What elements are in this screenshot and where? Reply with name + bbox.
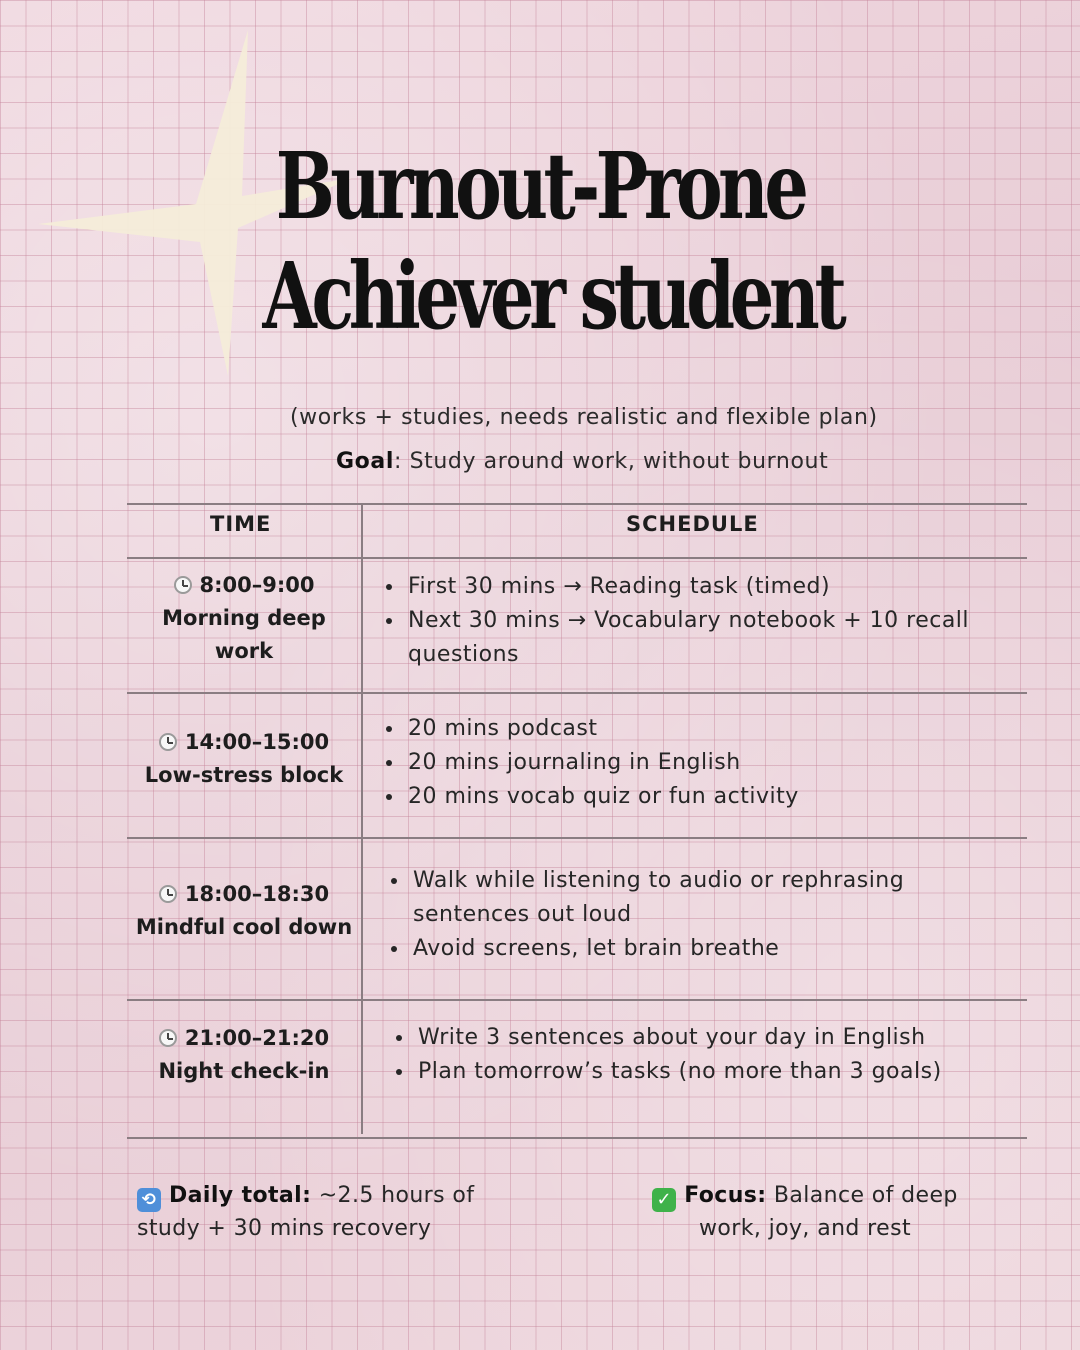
goal-line [336, 449, 828, 474]
schedule-list-3 [387, 864, 947, 966]
focus-note [640, 1179, 970, 1245]
clock-icon [174, 576, 192, 594]
time-range: 18:00–18:30 [184, 882, 330, 906]
check-icon: ✓ [652, 1188, 676, 1212]
table-column-divider [361, 504, 363, 1134]
time-range: 8:00–9:00 [199, 573, 315, 597]
schedule-item: 20 mins vocab quiz or fun activity [382, 780, 982, 814]
row-divider-3 [127, 999, 1027, 1001]
goal-label: Goal [336, 449, 394, 474]
daily-total-label: Daily total: [169, 1183, 312, 1208]
header-time: TIME [210, 512, 272, 536]
header-schedule: SCHEDULE [626, 512, 759, 536]
clock-icon [159, 885, 177, 903]
time-range: 21:00–21:20 [184, 1026, 330, 1050]
repeat-icon: ⟲ [137, 1188, 161, 1212]
block-name: Low-stress block [144, 763, 344, 787]
title-line-2: Achiever student [262, 242, 842, 350]
table-top-border [127, 503, 1027, 505]
focus-text: Balance of deep work, joy, and rest [699, 1183, 958, 1241]
time-cell-4 [127, 1022, 361, 1088]
schedule-list-2 [382, 712, 982, 814]
row-divider-2 [127, 837, 1027, 839]
block-name: Morning deep work [162, 606, 326, 663]
schedule-item: Avoid screens, let brain breathe [387, 932, 947, 966]
focus-label: Focus: [684, 1183, 767, 1208]
time-cell-1 [127, 569, 361, 668]
title-line-1: Burnout-Prone [275, 132, 805, 240]
clock-icon [159, 733, 177, 751]
time-cell-2 [127, 726, 361, 792]
table-header-divider [127, 557, 1027, 559]
schedule-item: Next 30 mins → Vocabulary notebook + 10 recall questions [382, 604, 982, 672]
schedule-item: 20 mins journaling in English [382, 746, 982, 780]
block-name: Mindful cool down [135, 915, 353, 939]
schedule-list-4 [392, 1021, 1012, 1089]
schedule-list-1 [382, 570, 982, 672]
row-divider-1 [127, 692, 1027, 694]
subtitle: (works + studies, needs realistic and flexible plan) [290, 405, 878, 430]
block-name: Night check-in [158, 1059, 330, 1083]
goal-text: : Study around work, without burnout [393, 449, 829, 474]
daily-total [137, 1179, 497, 1245]
schedule-item: First 30 mins → Reading task (timed) [382, 570, 982, 604]
daily-total-text: ~2.5 hours of study + 30 mins recovery [137, 1183, 475, 1241]
schedule-item: 20 mins podcast [382, 712, 982, 746]
time-cell-3 [122, 878, 366, 944]
time-range: 14:00–15:00 [184, 730, 330, 754]
schedule-item: Write 3 sentences about your day in English [392, 1021, 1012, 1055]
clock-icon [159, 1029, 177, 1047]
schedule-item: Plan tomorrow’s tasks (no more than 3 goals) [392, 1055, 1012, 1089]
table-bottom-border [127, 1137, 1027, 1139]
schedule-item: Walk while listening to audio or rephrasing sentences out loud [387, 864, 947, 932]
